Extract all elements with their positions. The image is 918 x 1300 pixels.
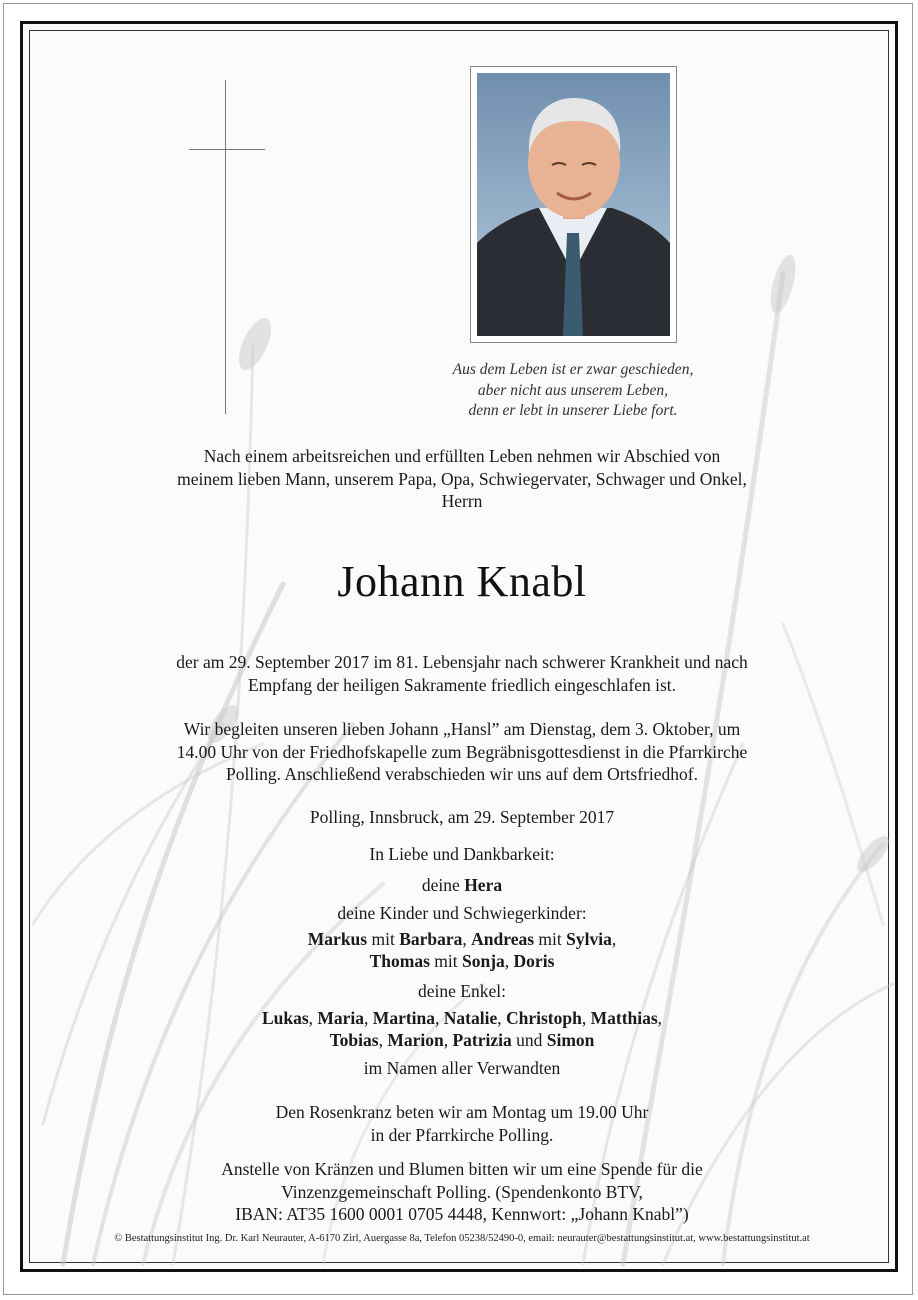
place-date: Polling, Innsbruck, am 29. September 2017 bbox=[309, 807, 615, 827]
funeral-line: Polling. Anschließend verabschieden wir uns auf dem Ortsfriedhof. bbox=[226, 764, 698, 784]
donation-line: Vinzenzgemeinschaft Polling. (Spendenkonto BTV, bbox=[281, 1181, 643, 1202]
death-notice-line: der am 29. September 2017 im 81. Lebensjahr nach schwerer Krankheit und nach bbox=[176, 652, 748, 672]
grandchild-name: Christoph bbox=[505, 1008, 582, 1028]
rosary-paragraph bbox=[23, 1101, 898, 1146]
connector-word: mit bbox=[371, 929, 395, 949]
rosary-line: Den Rosenkranz beten wir am Montag um 19.00 Uhr bbox=[275, 1102, 649, 1122]
grandchild-name: Tobias bbox=[329, 1030, 379, 1050]
deceased-name: Johann Knabl bbox=[337, 557, 587, 606]
portrait-frame bbox=[470, 66, 677, 343]
intro-line: meinem lieben Mann, unserem Papa, Opa, Schwiegervater, Schwager und Onkel, bbox=[177, 468, 747, 489]
grandchild-name: Martina bbox=[372, 1008, 436, 1028]
grandchild-name: Matthias bbox=[590, 1008, 658, 1028]
grandchild-name: Patrizia bbox=[452, 1030, 512, 1050]
cross-vertical-bar bbox=[225, 80, 226, 414]
donation-line: Anstelle von Kränzen und Blumen bitten wir um eine Spende für die bbox=[221, 1159, 703, 1179]
child-name: Sylvia bbox=[566, 929, 612, 949]
child-name: Markus bbox=[307, 929, 368, 949]
child-name: Doris bbox=[513, 951, 555, 971]
funeral-home-footer: © Bestattungsinstitut Ing. Dr. Karl Neurauter, A-6170 Zirl, Auergasse 8a, Telefon 05238/52490-0, email: neurauter@bestattungsinstitut.at, www.bestattungsinstitut.at bbox=[114, 1233, 810, 1244]
quote-line: aber nicht aus unserem Leben, bbox=[477, 381, 669, 399]
intro-line: Herrn bbox=[441, 491, 483, 511]
children-heading: deine Kinder und Schwiegerkinder: bbox=[337, 903, 587, 923]
cross-horizontal-bar bbox=[189, 149, 265, 150]
separator: , bbox=[611, 929, 617, 949]
rosary-line: in der Pfarrkirche Polling. bbox=[370, 1124, 554, 1145]
grass-background-art bbox=[23, 24, 895, 1269]
obituary-card bbox=[20, 21, 898, 1272]
connector-word: und bbox=[516, 1030, 543, 1050]
intro-line: Nach einem arbeitsreichen und erfüllten Leben nehmen wir Abschied von bbox=[203, 446, 721, 466]
funeral-line: 14.00 Uhr von der Friedhofskapelle zum Begräbnisgottesdienst in die Pfarrkirche bbox=[176, 741, 748, 762]
wife-prefix: deine bbox=[421, 875, 460, 895]
grandchildren-line-2: Tobias, Marion, Patrizia und Simon bbox=[329, 1030, 595, 1050]
grandchild-name: Marion bbox=[387, 1030, 444, 1050]
death-notice-line: Empfang der heiligen Sakramente friedlich eingeschlafen ist. bbox=[247, 674, 677, 695]
children-line-2 bbox=[23, 950, 898, 973]
grandchild-name: Simon bbox=[546, 1030, 595, 1050]
separator: , bbox=[462, 929, 467, 949]
child-name: Sonja bbox=[462, 951, 505, 971]
grandchildren-line-1: Lukas, Maria, Martina, Natalie, Christoph, Matthias, bbox=[261, 1008, 663, 1028]
quote-line: Aus dem Leben ist er zwar geschieden, bbox=[452, 361, 694, 378]
funeral-paragraph bbox=[23, 718, 898, 786]
in-love-line: In Liebe und Dankbarkeit: bbox=[369, 844, 555, 864]
intro-paragraph bbox=[23, 445, 898, 513]
child-name: Andreas bbox=[471, 929, 535, 949]
donation-paragraph bbox=[23, 1158, 898, 1226]
man-portrait-icon bbox=[477, 73, 670, 336]
child-name: Thomas bbox=[369, 951, 430, 971]
separator: , bbox=[504, 951, 510, 971]
portrait-photo bbox=[477, 73, 670, 336]
child-name: Barbara bbox=[399, 929, 463, 949]
donation-line: IBAN: AT35 1600 0001 0705 4448, Kennwort: „Johann Knabl”) bbox=[235, 1204, 689, 1224]
wife-line bbox=[23, 874, 898, 897]
children-line-1 bbox=[23, 928, 898, 951]
relatives-line: im Namen aller Verwandten bbox=[363, 1058, 561, 1078]
connector-word: mit bbox=[538, 929, 562, 949]
connector-word: mit bbox=[434, 951, 458, 971]
memorial-quote bbox=[373, 360, 773, 422]
grandchild-name: Lukas bbox=[261, 1008, 309, 1028]
funeral-line: Wir begleiten unseren lieben Johann „Hansl” am Dienstag, dem 3. Oktober, um bbox=[183, 719, 741, 739]
grandchild-name: Natalie bbox=[443, 1008, 498, 1028]
grandchildren-heading: deine Enkel: bbox=[418, 981, 506, 1001]
wife-name: Hera bbox=[464, 875, 503, 895]
quote-line: denn er lebt in unserer Liebe fort. bbox=[468, 402, 678, 419]
death-notice-paragraph bbox=[23, 651, 898, 696]
grandchild-name: Maria bbox=[317, 1008, 365, 1028]
